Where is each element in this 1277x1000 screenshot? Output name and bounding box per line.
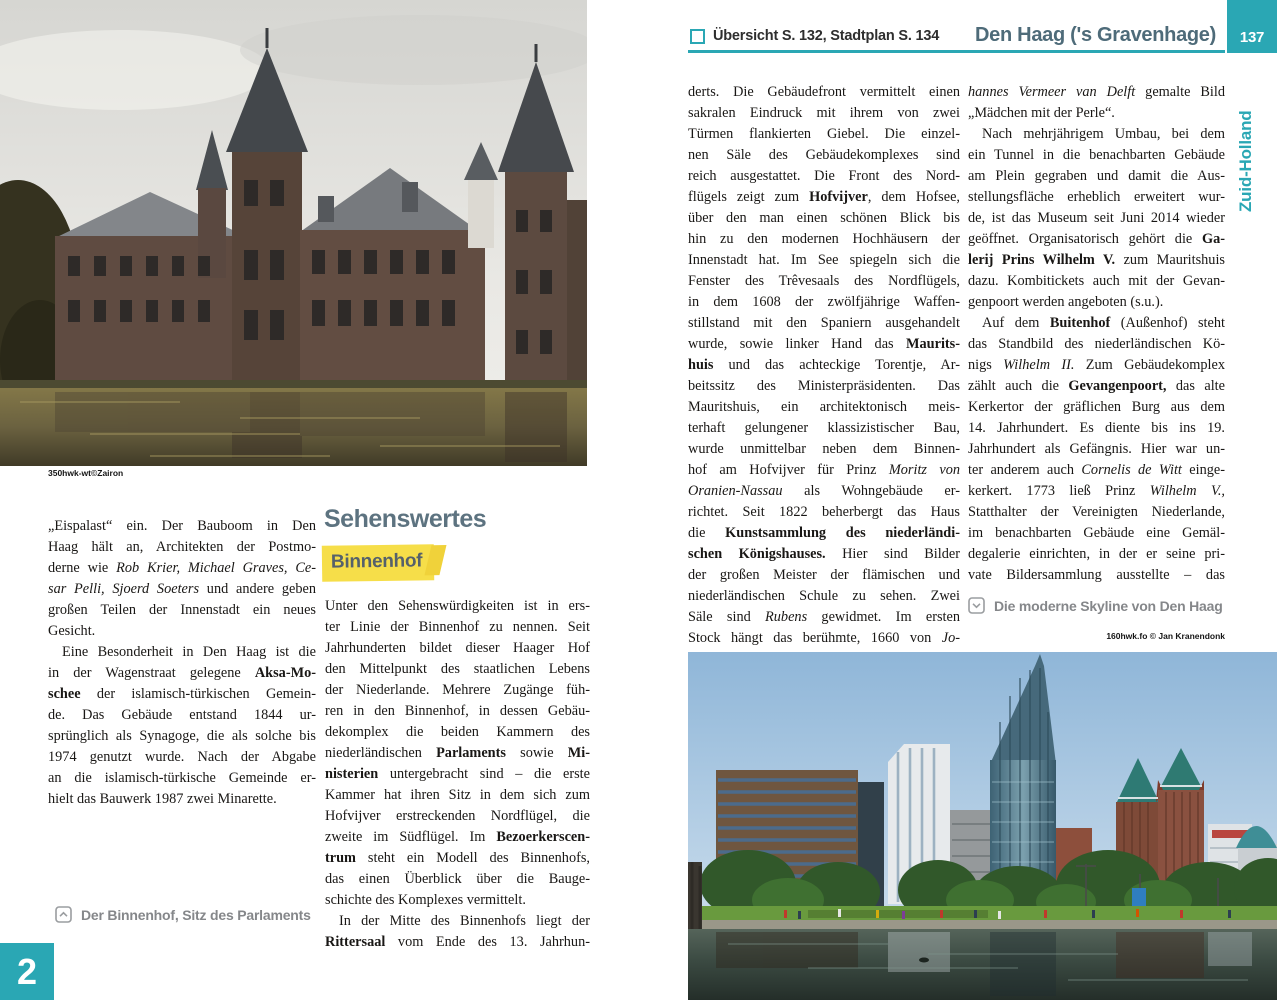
chevron-up-box-icon (55, 906, 72, 923)
page-number: 137 (1239, 29, 1265, 46)
text-line: degalerie einrichten, in der er seine pri- (968, 546, 1225, 562)
text-line: Nach mehrjährigem Umbau, bei dem (982, 126, 1225, 142)
text-line: zweite im Südflügel. Im Bezoerkerscen- (325, 829, 590, 845)
text-column-right-1 (688, 82, 960, 649)
chapter-number-tab (0, 943, 54, 1000)
text-line: dekomplex die beiden Kammern des (325, 724, 590, 740)
text-line: der großen Meister der flämischen und (688, 567, 960, 583)
text-line: niederländischen Schule zu sehen. Zwei (688, 588, 960, 604)
text-line: die Kunstsammlung des niederländi- (688, 525, 960, 541)
text-line: In der Mitte des Binnenhofs liegt der (339, 913, 590, 929)
text-line: das einen Überblick über die Bauge- (325, 871, 590, 887)
text-line: zählt auch die Gevangenpoort, das alte (968, 378, 1225, 394)
text-line: beitssitz des Ministerpräsidenten. Das (688, 378, 960, 394)
text-line: Gesicht. (48, 623, 96, 639)
text-line: am Plein gegraben und damit die Aus- (968, 168, 1225, 184)
text-line: 1974 genutzt wurde. Nach der Abgabe (48, 749, 316, 765)
binnenhof-photo (0, 0, 587, 466)
text-line: in dem 1608 der zwölfjährige Waffen- (688, 294, 960, 310)
text-line: trum steht ein Modell des Binnenhofs, (325, 850, 590, 866)
text-line: derts. Die Gebäudefront vermittelt einen (688, 84, 960, 100)
text-line: Oranien-Nassau als Wohngebäude er- (688, 483, 960, 499)
text-line: sar Pelli, Sjoerd Soeters und andere geben (48, 581, 317, 597)
text-line: sakralen Eindruck mit ihrem von zwei (688, 105, 960, 121)
chevron-down-box-icon (968, 597, 985, 614)
text-line: Stock hängt das berühmte, 1660 von Jo- (688, 630, 960, 646)
region-side-tab: Zuid-Holland (1236, 110, 1255, 212)
text-line: wurde, sowie linker Hand das Maurits- (688, 336, 960, 352)
caption-binnenhof-text: Der Binnenhof, Sitz des Parlaments (81, 906, 311, 923)
section-subheading (322, 545, 434, 581)
text-line: genpoort werden angeboten (s.u.). (968, 294, 1164, 310)
caption-skyline (968, 597, 1223, 614)
text-line: hof am Hofvijver für Prinz Moritz von (688, 462, 960, 478)
text-line: großen Teilen der Innenstadt ein neues (48, 602, 316, 618)
caption-binnenhof (55, 906, 311, 923)
section-heading: Sehenswertes (324, 505, 487, 533)
text-line: lerij Prins Wilhelm V. zum Mauritshuis (968, 252, 1225, 268)
text-line: de, ist das Museum seit Juni 2014 wieder (968, 210, 1225, 226)
photo-credit-binnenhof: 350hwk-wt©Zairon (48, 468, 124, 478)
text-line: huis und das achteckige Torentje, Ar- (688, 357, 960, 373)
skyline-photo-art (688, 652, 1277, 1000)
text-line: geöffnet. Organisatorisch gehört die Ga- (968, 231, 1225, 247)
text-line: 14. Jahrhundert. Es diente bis ins 19. (968, 420, 1225, 436)
text-line: der Niederlande. Mehrere Zugänge füh- (325, 682, 590, 698)
text-line: richtet. Seit 1822 beherbergt das Haus (688, 504, 960, 520)
text-line: flügels zeigt zum Hofvijver, dem Hofsee, (688, 189, 960, 205)
text-line: Fenster des Trêvesaals des Nordflügels, (688, 273, 960, 289)
text-line: Innenstadt hat. Im See spiegeln sich die (688, 252, 960, 268)
text-line: niederländischen Parlaments sowie Mi- (325, 745, 590, 761)
text-line: ren in den Binnenhof, in dessen Gebäu- (325, 703, 590, 719)
text-line: „Eispalast“ ein. Der Bauboom in Den (48, 518, 316, 534)
text-line: hannes Vermeer van Delft gemalte Bild (968, 84, 1225, 100)
text-line: Unter den Sehenswürdigkeiten ist in ers- (325, 598, 590, 614)
text-line: ter Linie der Binnenhof zu nennen. Seit (325, 619, 590, 635)
text-line: derne wie Rob Krier, Michael Graves, Ce- (48, 560, 316, 576)
text-line: hin zu den modernen Hochhäusern der (688, 231, 960, 247)
text-line: schichte des Komplexes vermittelt. (325, 892, 526, 908)
text-line: an die islamisch-türkische Gemeinde er- (48, 770, 316, 786)
text-column-left (48, 516, 316, 810)
text-line: „Mädchen mit der Perle“. (968, 105, 1115, 121)
text-line: Kammer hat ihren Sitz in dem sich zum (325, 787, 590, 803)
text-line: ein Tunnel in die benachbarten Gebäude (968, 147, 1225, 163)
text-line: im benachbarten Gebäude eine Gemäl- (968, 525, 1225, 541)
text-line: über den man einen schönen Blick bis (688, 210, 960, 226)
chapter-number: 2 (16, 950, 38, 992)
photo-credit-skyline: 160hwk.fo © Jan Kranendonk (1106, 631, 1225, 641)
text-line: terhaft gelungener klassizistischer Bau, (688, 420, 960, 436)
text-line: in der Wagenstraat gelegene Aksa-Mo- (48, 665, 316, 681)
header-reference-label: Übersicht S. 132, Stadtplan S. 134 (713, 28, 940, 44)
text-line: vate Bildersammlung ausstellte – das (968, 567, 1225, 583)
text-line: Auf dem Buitenhof (Außenhof) steht (982, 315, 1225, 331)
text-line: Säle sind Rubens gewidmet. Im ersten (688, 609, 960, 625)
text-line: Hofvijver erstreckenden Nordflügel, die (325, 808, 590, 824)
caption-skyline-text: Die moderne Skyline von Den Haag (994, 597, 1223, 614)
text-line: nisterien untergebracht sind – die erste (325, 766, 590, 782)
highlight-marker: Binnenhof (322, 544, 435, 582)
binnenhof-photo-art (0, 0, 587, 466)
page-number-box (1227, 0, 1277, 53)
text-column-right-2 (968, 82, 1225, 586)
text-line: stellungsfläche erheblich erweitert wur- (968, 189, 1225, 205)
text-line: schen Königshauses. Hier sind Bilder (688, 546, 960, 562)
text-line: kerkert. 1773 ließ Prinz Wilhelm V., (968, 483, 1225, 499)
text-line: das Standbild des niederländischen Kö- (968, 336, 1225, 352)
text-line: reich ausgestattet. Die Front des Nord- (688, 168, 960, 184)
text-column-middle (325, 596, 590, 953)
text-line: Kerkertor der gräflichen Burg aus dem (968, 399, 1225, 415)
text-line: sprünglich als Synagoge, die als solche bis (48, 728, 316, 744)
text-line: wurde unmittelbar neben dem Binnen- (688, 441, 960, 457)
text-line: nen Säle des Gebäudekomplexes sind (688, 147, 960, 163)
text-line: Statthalter der Vereinigten Niederlande, (968, 504, 1225, 520)
text-line: Jahrhundert als Gefängnis. Hier war un- (968, 441, 1225, 457)
text-line: nigs Wilhelm II. Zum Gebäudekomplex (968, 357, 1225, 373)
text-line: Eine Besonderheit in Den Haag ist die (62, 644, 316, 660)
skyline-photo (688, 652, 1277, 1000)
text-line: Mauritshuis, ein architektonisch meis- (688, 399, 960, 415)
text-line: den Mittelpunkt des staatlichen Lebens (325, 661, 590, 677)
text-line: dazu. Kombitickets auch mit der Gevan- (968, 273, 1225, 289)
text-line: Türmen flankierten Giebel. Die einzel- (688, 126, 960, 142)
text-line: Haag hält an, Architekten der Postmo- (48, 539, 316, 555)
text-line: de. Das Gebäude entstand 1844 ur- (48, 707, 316, 723)
text-line: ter anderem auch Cornelis de Witt einge- (968, 462, 1225, 478)
header-rule (688, 50, 1225, 53)
text-line: hielt das Bauwerk 1987 zwei Minarette. (48, 791, 277, 807)
text-line: Rittersaal vom Ende des 13. Jahrhun- (325, 934, 590, 950)
text-line: stillstand mit den Spaniern ausgehandelt (688, 315, 960, 331)
text-line: Jahrhunderten bildet dieser Haager Hof (325, 640, 590, 656)
text-line: schee der islamisch-türkischen Gemein- (48, 686, 316, 702)
page-title: Den Haag ('s Gravenhage) (975, 24, 1216, 46)
